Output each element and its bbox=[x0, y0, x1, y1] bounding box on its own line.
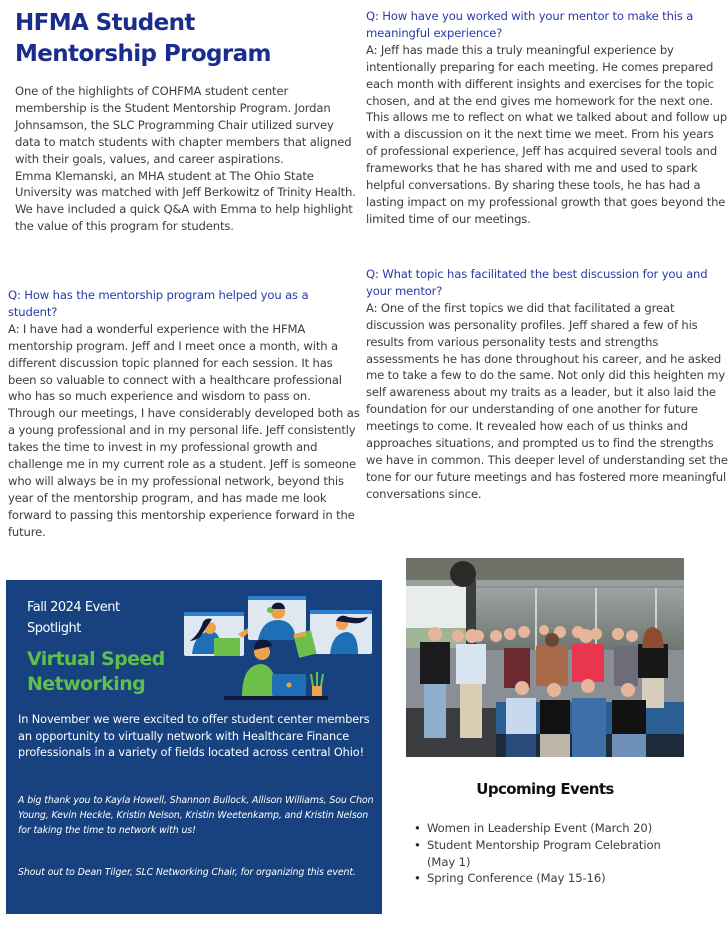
event-item-label: Student Mentorship Program Celebration (May 1) bbox=[427, 837, 661, 869]
qa-block bbox=[366, 266, 728, 503]
upcoming-events-list bbox=[413, 820, 673, 887]
qa-answer: A: I have had a wonderful experience with the HFMA mentorship program. Jeff and I meet once a month, with a different discussion topic planned for each session. It has been so valuable to connect with a healthcare professional who has so much experience and wisdom to pass on. Through our meetings, I have considerably developed both as a young professional and in my personal life. Jeff consistently takes the time to invest in my professional growth and challenge me in my current role as a student. Jeff is someone who will always be in my professional network, beyond this year of the mentorship program, and has made me look forward to passing this mentorship experience forward in the future. bbox=[8, 321, 360, 539]
virtual-meeting-illustration bbox=[182, 592, 376, 704]
spotlight-shoutout: Shout out to Dean Tilger, SLC Networking Chair, for organizing this event. bbox=[18, 867, 356, 878]
bullet-icon: • bbox=[414, 871, 421, 886]
article-title-line1: HFMA Student bbox=[15, 10, 195, 36]
group-photo bbox=[406, 558, 684, 757]
event-item-label: Women in Leadership Event (March 20) bbox=[427, 821, 653, 835]
event-item bbox=[413, 870, 673, 887]
spotlight-kicker bbox=[27, 597, 177, 639]
spotlight-thanks: A big thank you to Kayla Howell, Shannon Bullock, Allison Williams, Sou Chon Young, Kevin Heckle, Kristin Nelson, Kristin Weetenkamp, and Kristin Nelson for taking the time to network with us! bbox=[18, 795, 374, 836]
qa-answer: A: Jeff has made this a truly meaningful experience by intentionally preparing for each meeting. He comes prepared each month with different insights and exercises for the topic chosen, and at the end gives me homework for the next one. This allows me to reflect on what we talked about and follow up with a discussion on it the next time we meet. From his years of professional experience, Jeff has acquired several tools and frameworks that he has shared with me and used to spark helpful conversations. By sharing these tools, he has had a lasting impact on my professional growth that goes beyond the limited time of our meetings. bbox=[366, 42, 728, 226]
qa-block bbox=[8, 287, 360, 541]
article-title bbox=[15, 8, 355, 70]
video-window-center bbox=[248, 596, 306, 640]
spotlight-kicker-line2: Spotlight bbox=[27, 621, 81, 636]
intro-paragraph: One of the highlights of COHFMA student center membership is the Student Mentorship Program. Jordan Johnsamson, the SLC Programming Chair utilized survey data to match students with chapter members that aligned with their goals, values, and career aspirations. bbox=[15, 84, 352, 166]
qa-answer: A: One of the first topics we did that facilitated a great discussion was personality profiles. Jeff shared a few of his results from various personality tests and strengths assessments he has done throughout his career, and he asked me to take a few to do the same. Not only did this heighten my self awareness about my traits as a leader, but it also laid the foundation for our understanding of one another for future meetings to come. It revealed how each of us thinks and approaches situations, and prompted us to find the strengths we have in common. This deeper level of understanding set the tone for our future meetings and has fostered more meaningful conversations since. bbox=[366, 300, 728, 501]
spotlight-body: In November we were excited to offer student center members an opportunity to virtually network with Healthcare Finance professionals in a variety of fields located across central Ohio! bbox=[18, 713, 370, 759]
bullet-icon: • bbox=[414, 821, 421, 835]
event-item-label: Spring Conference (May 15-16) bbox=[427, 871, 606, 886]
intro-paragraph-2: Emma Klemanski, an MHA student at The Ohio State University was matched with Jeff Berkowitz of Trinity Health. We have included a quick Q&A with Emma to help highlight the value of this program for students. bbox=[15, 168, 356, 234]
spotlight-title bbox=[27, 647, 197, 697]
spotlight-title-line2: Networking bbox=[27, 673, 146, 695]
qa-question: Q: How have you worked with your mentor to make this a meaningful experience? bbox=[366, 9, 694, 40]
event-item bbox=[413, 837, 673, 871]
bullet-icon: • bbox=[414, 837, 421, 852]
qa-block bbox=[366, 8, 728, 228]
event-spotlight-panel bbox=[6, 580, 382, 914]
article-intro bbox=[15, 83, 360, 235]
video-window-left bbox=[184, 612, 250, 656]
qa-question: Q: How has the mentorship program helped you as a student? bbox=[8, 288, 309, 319]
article-title-line2: Mentorship Program bbox=[15, 41, 271, 67]
upcoming-events-title: Upcoming Events bbox=[476, 780, 614, 798]
qa-question: Q: What topic has facilitated the best discussion for you and your mentor? bbox=[366, 267, 708, 298]
spotlight-title-line1: Virtual Speed bbox=[27, 648, 165, 670]
spotlight-kicker-line1: Fall 2024 Event bbox=[27, 600, 120, 615]
event-item bbox=[413, 820, 673, 837]
